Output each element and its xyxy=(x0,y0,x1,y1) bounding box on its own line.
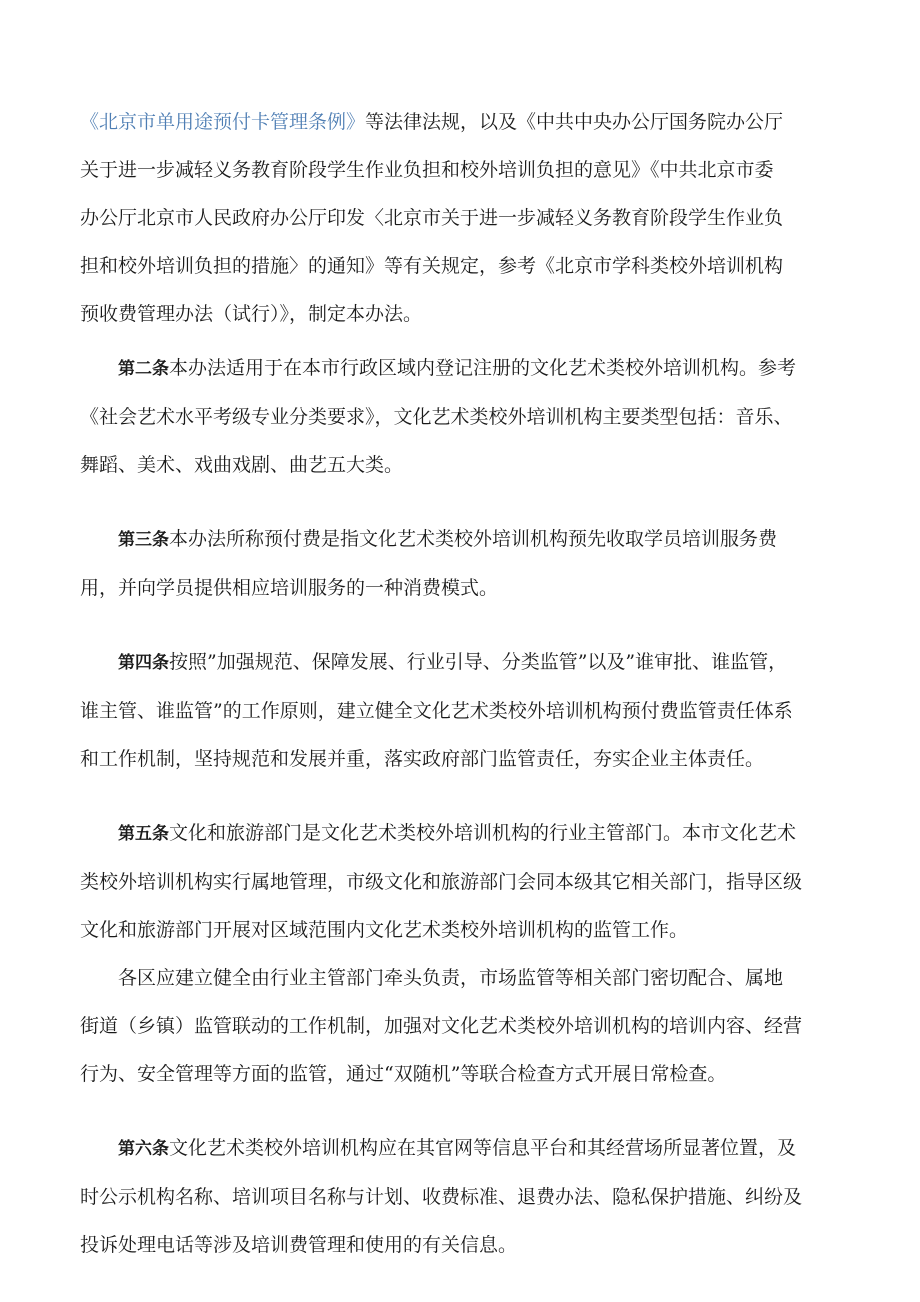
article-5-p2-line-2: 街道（乡镇）监管联动的工作机制，加强对文化艺术类校外培训机构的培训内容、经营 xyxy=(80,1015,803,1037)
article-5-line-2: 类校外培训机构实行属地管理，市级文化和旅游部门会同本级其它相关部门，指导区级 xyxy=(80,871,803,893)
article-6-line-3: 投诉处理电话等涉及培训费管理和使用的有关信息。 xyxy=(80,1234,518,1256)
article-2: 第二条本办法适用于在本市行政区域内登记注册的文化艺术类校外培训机构。参考 《社会艺术水平考级专业分类要求》，文化艺术类校外培训机构主要类型包括：音乐、 舞蹈、美术、戏曲戏剧、曲艺五大类。 xyxy=(80,344,850,489)
article-2-label: 第二条 xyxy=(118,359,169,379)
regulation-link[interactable]: 《北京市单用途预付卡管理条例》 xyxy=(80,111,366,133)
article-5: 第五条文化和旅游部门是文化艺术类校外培训机构的行业主管部门。本市文化艺术 类校外培训机构实行属地管理，市级文化和旅游部门会同本级其它相关部门，指导区级 文化和旅游部门开展对区域范围内文化艺术类校外培训机构的监管工作。 各区应建立健全由行业主管部门牵头负责，市场监管等相关部门密切配合、属地 街道（乡镇）监管联动的工作机制，加强对文化艺术类校外培训机构的培训内容、经营 行为、安全管理等方面的监管，通过“双随机”等联合检查方式开展日常检查。 xyxy=(80,809,850,1098)
article-4-line-3: 和工作机制，坚持规范和发展并重，落实政府部门监管责任，夯实企业主体责任。 xyxy=(80,748,765,770)
article-3-line-2: 用，并向学员提供相应培训服务的一种消费模式。 xyxy=(80,577,499,599)
article-6-label: 第六条 xyxy=(118,1139,169,1159)
article-6: 第六条文化艺术类校外培训机构应在其官网等信息平台和其经营场所显著位置，及 时公示机构名称、培训项目名称与计划、收费标准、退费办法、隐私保护措施、纠纷及 投诉处理电话等涉及培训费管理和使用的有关信息。 xyxy=(80,1124,850,1269)
article-5-label: 第五条 xyxy=(118,824,169,844)
article-4-line-2: 谁主管、谁监管”的工作原则，建立健全文化艺术类校外培训机构预付费监管责任体系 xyxy=(80,700,793,722)
intro-line-1: 《北京市单用途预付卡管理条例》等法律法规，以及《中共中央办公厅国务院办公厅 xyxy=(80,111,784,133)
article-4-label: 第四条 xyxy=(118,653,169,673)
article-2-line-3: 舞蹈、美术、戏曲戏剧、曲艺五大类。 xyxy=(80,454,404,476)
article-3-label: 第三条 xyxy=(118,530,169,550)
intro-paragraph xyxy=(80,98,850,338)
article-2-line-2: 《社会艺术水平考级专业分类要求》，文化艺术类校外培训机构主要类型包括：音乐、 xyxy=(80,406,793,428)
intro-line-4: 担和校外培训负担的措施〉的通知》等有关规定，参考《北京市学科类校外培训机构 xyxy=(80,255,784,277)
article-5-p2-line-3: 行为、安全管理等方面的监管，通过“双随机”等联合检查方式开展日常检查。 xyxy=(80,1063,727,1085)
intro-line-3: 办公厅北京市人民政府办公厅印发〈北京市关于进一步减轻义务教育阶段学生作业负 xyxy=(80,207,784,229)
intro-line-2: 关于进一步减轻义务教育阶段学生作业负担和校外培训负担的意见》《中共北京市委 xyxy=(80,159,774,181)
intro-line-5: 预收费管理办法（试行）》，制定本办法。 xyxy=(80,303,423,325)
article-5-line-3: 文化和旅游部门开展对区域范围内文化艺术类校外培训机构的监管工作。 xyxy=(80,919,689,941)
document-body xyxy=(80,98,850,1269)
article-3: 第三条本办法所称预付费是指文化艺术类校外培训机构预先收取学员培训服务费 用，并向学员提供相应培训服务的一种消费模式。 xyxy=(80,515,850,612)
article-4: 第四条按照”加强规范、保障发展、行业引导、分类监管”以及”谁审批、谁监管， 谁主管、谁监管”的工作原则，建立健全文化艺术类校外培训机构预付费监管责任体系 和工作机制，坚持规范和发展并重，落实政府部门监管责任，夯实企业主体责任。 xyxy=(80,638,850,783)
article-5-p2-line-1: 各区应建立健全由行业主管部门牵头负责，市场监管等相关部门密切配合、属地 xyxy=(118,967,784,989)
article-6-line-2: 时公示机构名称、培训项目名称与计划、收费标准、退费办法、隐私保护措施、纠纷及 xyxy=(80,1186,803,1208)
